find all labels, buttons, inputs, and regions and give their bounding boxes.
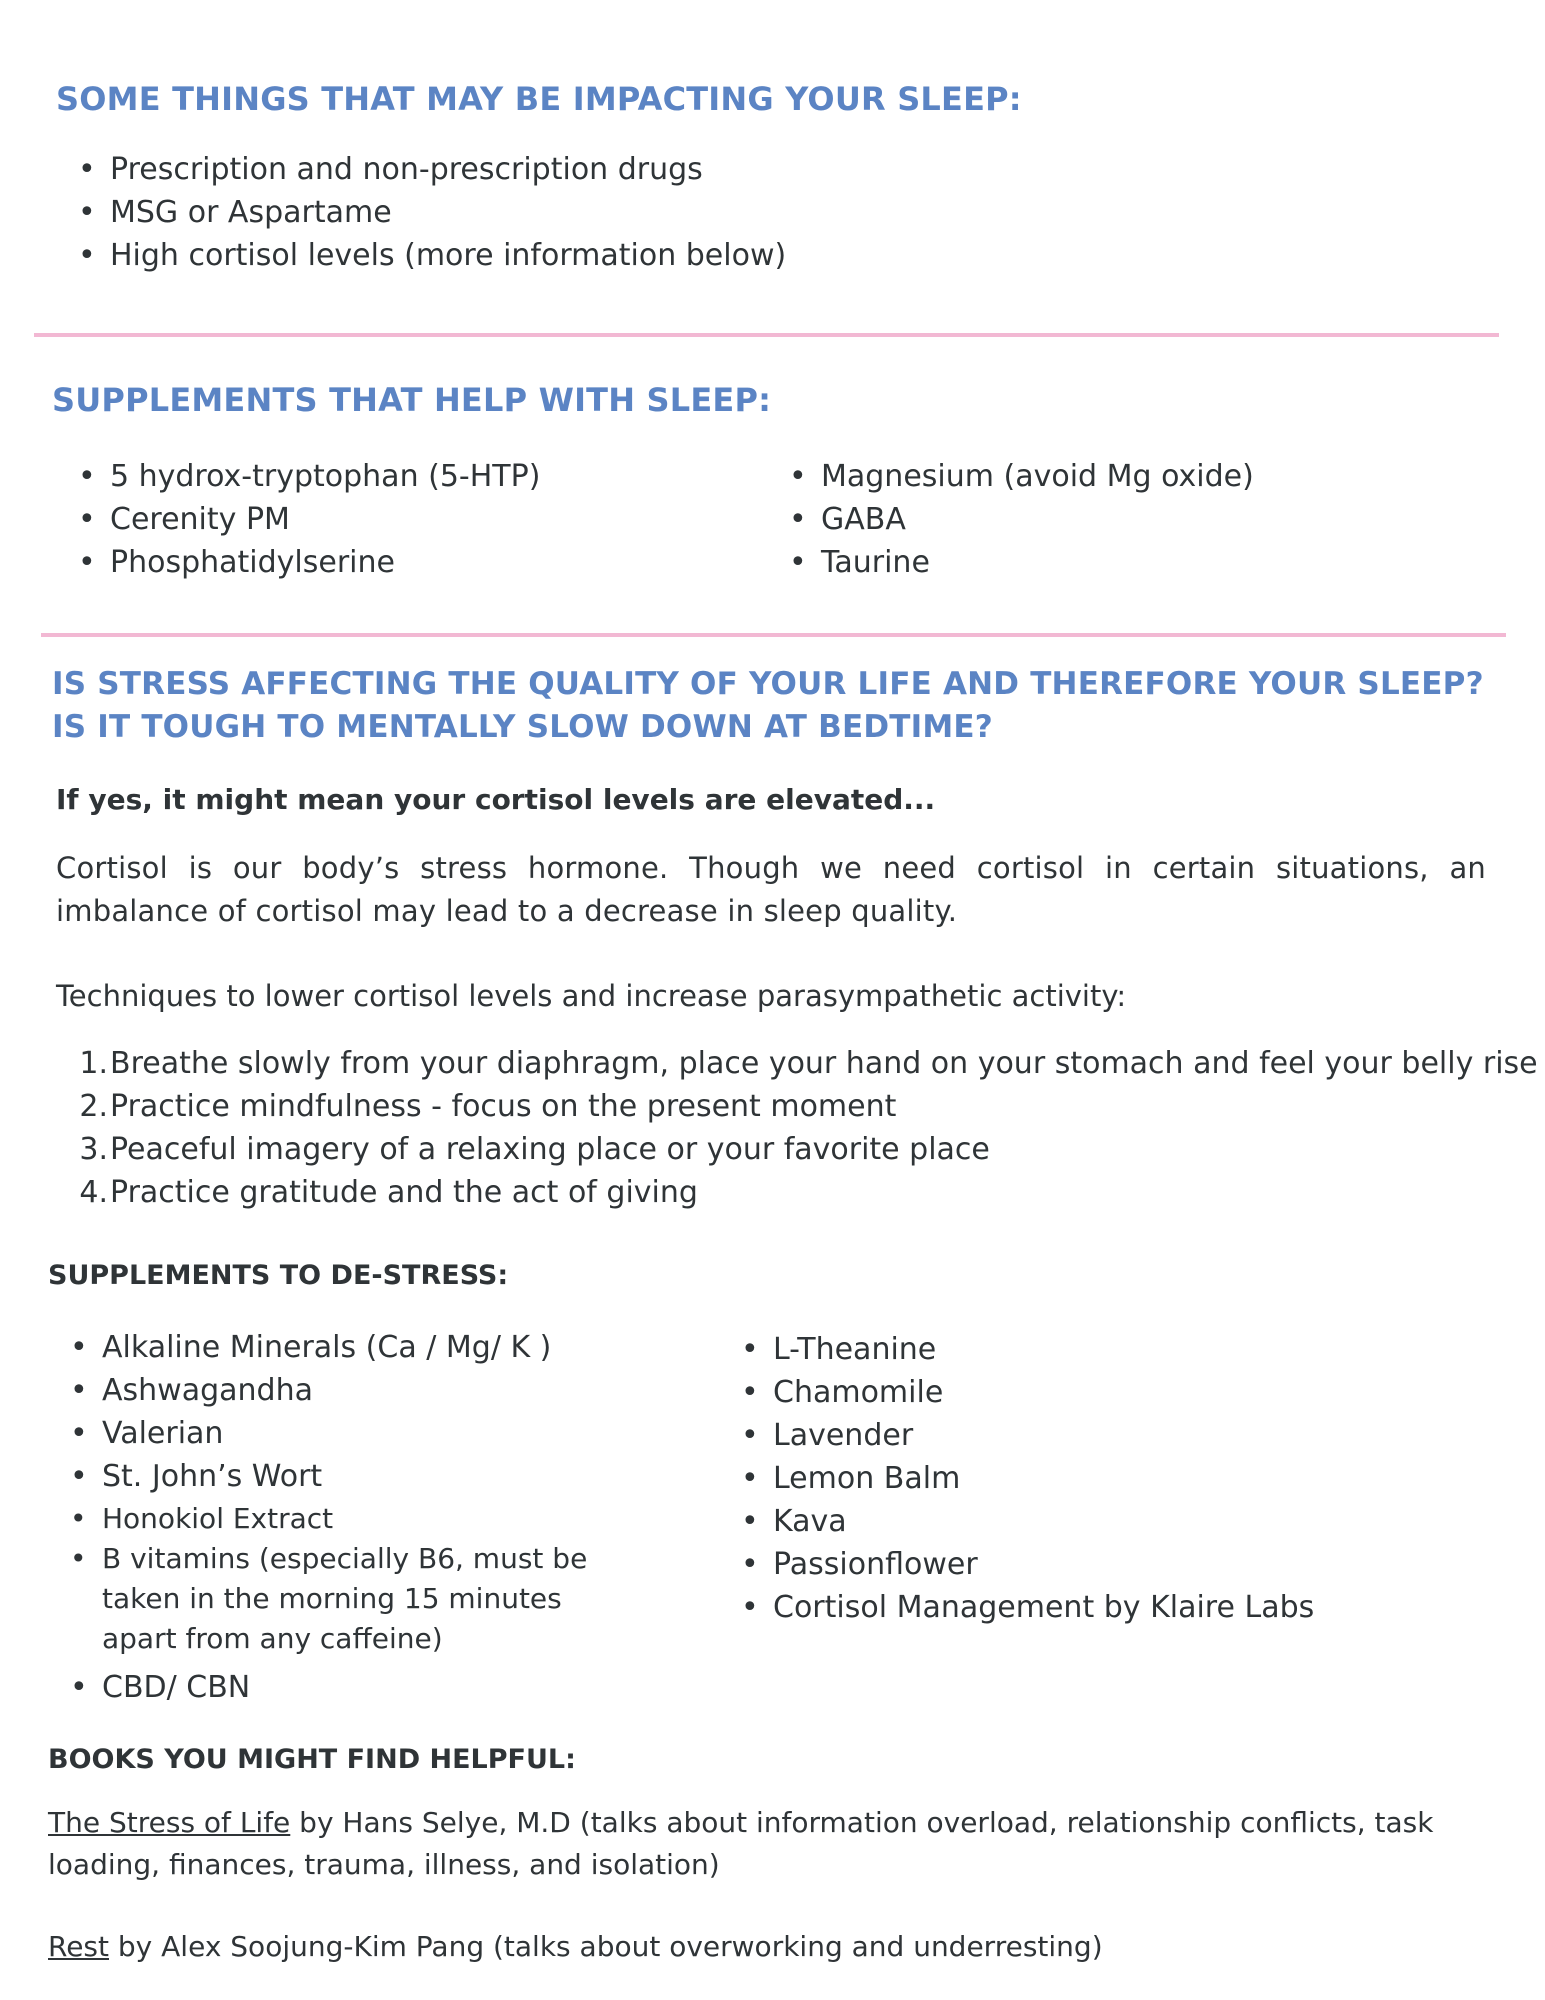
list-number: 2. <box>79 1089 108 1124</box>
list-item: • Honokiol Extract <box>62 1498 642 1539</box>
list-item: • GABA <box>781 498 1254 541</box>
list-item: • Prescription and non-prescription drugs <box>70 148 786 191</box>
list-number: 4. <box>79 1175 108 1210</box>
list-number: 3. <box>79 1132 108 1167</box>
sleep-supplements-heading: SUPPLEMENTS THAT HELP WITH SLEEP: <box>52 381 772 419</box>
list-item: • Phosphatidylserine <box>70 541 540 584</box>
destress-left <box>62 1326 642 1498</box>
sleep-supplements-left <box>70 455 540 584</box>
list-item: • Lavender <box>733 1414 1314 1457</box>
destress-left-small <box>62 1498 642 1659</box>
list-item: • Alkaline Minerals (Ca / Mg/ K ) <box>62 1326 642 1369</box>
list-item: • St. John’s Wort <box>62 1455 642 1498</box>
list-number: 1. <box>79 1046 108 1081</box>
destress-left-last <box>62 1666 250 1709</box>
cortisol-paragraph: Cortisol is our body’s stress hormone. Though we need cortisol in certain situations, an imbalance of cortisol may lead to a decrease in sleep quality. <box>56 851 1486 928</box>
sleep-supplements-right <box>781 455 1254 584</box>
list-text: Practice mindfulness - focus on the present moment <box>110 1089 897 1124</box>
list-item <box>79 1042 1538 1085</box>
list-item: • L-Theanine <box>733 1328 1314 1371</box>
impacting-heading: SOME THINGS THAT MAY BE IMPACTING YOUR SLEEP: <box>56 80 1022 118</box>
list-item: • Ashwagandha <box>62 1369 642 1412</box>
list-item: • Valerian <box>62 1412 642 1455</box>
book-1-description: by Hans Selye, M.D (talks about information overload, relationship conflicts, task loading, finances, trauma, illness, and isolation) <box>48 1806 1434 1881</box>
list-item: • Cortisol Management by Klaire Labs <box>733 1586 1314 1629</box>
list-item: • Kava <box>733 1500 1314 1543</box>
list-item <box>79 1128 1538 1171</box>
stress-heading-line1: IS STRESS AFFECTING THE QUALITY OF YOUR LIFE AND THEREFORE YOUR SLEEP? <box>52 666 1484 702</box>
book-2-description: by Alex Soojung-Kim Pang (talks about overworking and underresting) <box>109 1930 1103 1963</box>
section-divider <box>34 333 1499 337</box>
techniques-intro: Techniques to lower cortisol levels and increase parasympathetic activity: <box>56 979 1127 1013</box>
book-2-title: Rest <box>48 1930 109 1963</box>
stress-heading-line2: IS IT TOUGH TO MENTALLY SLOW DOWN AT BEDTIME? <box>52 709 993 745</box>
impacting-list <box>70 148 786 277</box>
list-text: Practice gratitude and the act of giving <box>110 1175 698 1210</box>
book-2 <box>48 1926 1103 1968</box>
list-text: Peaceful imagery of a relaxing place or your favorite place <box>110 1132 990 1167</box>
list-item: • MSG or Aspartame <box>70 191 786 234</box>
list-item: • 5 hydrox-tryptophan (5-HTP) <box>70 455 540 498</box>
list-item <box>79 1085 1538 1128</box>
list-item: • Magnesium (avoid Mg oxide) <box>781 455 1254 498</box>
destress-right <box>733 1328 1314 1629</box>
list-item: • CBD/ CBN <box>62 1666 250 1709</box>
list-item: • B vitamins (especially B6, must be taken in the morning 15 minutes apart from any caffeine) <box>62 1539 622 1659</box>
destress-heading: SUPPLEMENTS TO DE-STRESS: <box>48 1260 509 1291</box>
list-item: • Chamomile <box>733 1371 1314 1414</box>
list-item: • Passionflower <box>733 1543 1314 1586</box>
list-item <box>79 1171 1538 1214</box>
book-1 <box>48 1802 1478 1886</box>
list-item: • Taurine <box>781 541 1254 584</box>
list-text: Breathe slowly from your diaphragm, place your hand on your stomach and feel your belly rise <box>110 1046 1538 1081</box>
list-item: • Lemon Balm <box>733 1457 1314 1500</box>
section-divider <box>41 633 1506 637</box>
stress-subheading: If yes, it might mean your cortisol levels are elevated... <box>56 783 936 816</box>
book-1-title: The Stress of Life <box>48 1806 291 1839</box>
list-item: • Cerenity PM <box>70 498 540 541</box>
list-item: • High cortisol levels (more information below) <box>70 234 786 277</box>
books-heading: BOOKS YOU MIGHT FIND HELPFUL: <box>48 1744 576 1775</box>
techniques-list <box>79 1042 1538 1214</box>
